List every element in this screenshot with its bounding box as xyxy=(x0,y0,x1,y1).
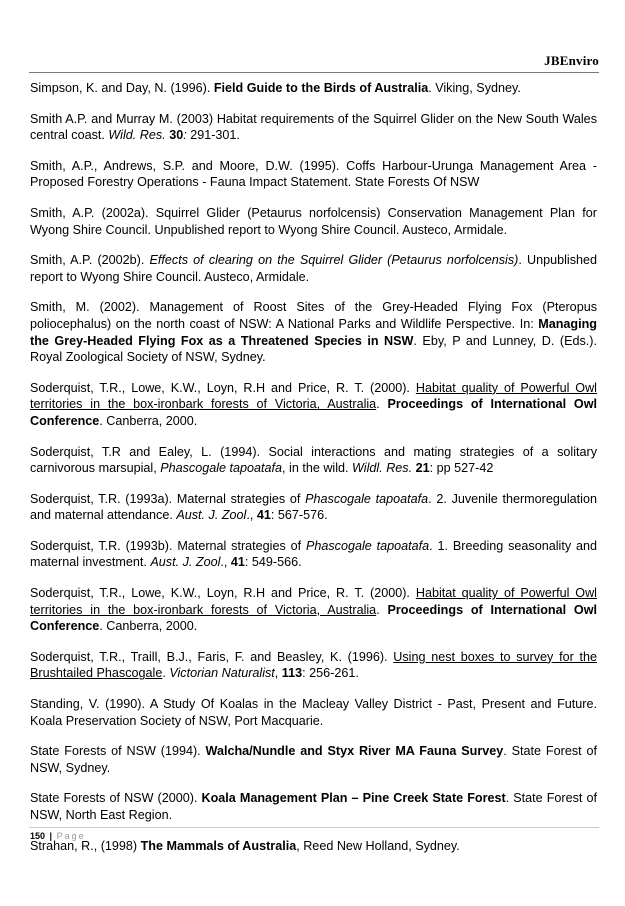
reference-text: The Mammals of Australia xyxy=(140,838,297,853)
reference-text: . Unpublished report to Wyong Shire Council. Austeco, Armidale. xyxy=(30,253,598,284)
reference-text: ., xyxy=(220,555,231,570)
reference-text: . Canberra, 2000. xyxy=(99,619,198,634)
reference-text: Phascogale tapoatafa xyxy=(305,538,430,553)
reference-text: : xyxy=(183,128,187,143)
page-label: Page xyxy=(56,831,86,841)
reference-text: Habitat quality of Powerful Owl territories in the box-ironbark forests of Victoria, Australia xyxy=(30,380,597,412)
reference-text: Walcha/Nundle and Styx River MA Fauna Survey xyxy=(205,744,504,759)
reference-text: Using nest boxes to survey for the Brushtailed Phascogale xyxy=(30,649,597,681)
reference-text: Smith, A.P. (2002a). Squirrel Glider (Petaurus norfolcensis) Conservation Management Plan for Wyong Shire Council. Unpublished report to Wyong Shire Council. Austeco, Armidale. xyxy=(30,205,597,237)
reference-text: Soderquist, T.R. (1993b). Maternal strategies of xyxy=(30,538,306,553)
reference-text: Proceedings of International Owl Conference xyxy=(30,397,597,428)
reference-entry xyxy=(30,299,597,365)
reference-text: 113 xyxy=(281,666,303,681)
reference-text: Aust. J. Zool xyxy=(150,555,221,570)
reference-text: State Forests of NSW (1994). xyxy=(30,744,206,759)
reference-text: Smith, M. (2002). Management of Roost Sites of the Grey-Headed Flying Fox (Pteropus poliocephalus) on the north coast of NSW: A National Parks and Wildlife Perspective. In: xyxy=(30,300,597,331)
header-brand: JBEnviro xyxy=(544,53,599,68)
reference-text: 30 xyxy=(169,128,184,143)
reference-text: . Canberra, 2000. xyxy=(99,413,198,428)
reference-text: Aust. J. Zool xyxy=(176,508,247,523)
reference-text: Proceedings of International Owl Conference xyxy=(30,602,597,634)
reference-text: Wild. Res. xyxy=(108,128,170,143)
reference-entry xyxy=(30,80,597,97)
reference-text: . xyxy=(376,397,388,412)
reference-text: Smith, A.P. (2002b). xyxy=(30,253,150,268)
reference-text: Phascogale tapoatafa xyxy=(305,491,429,506)
reference-entry xyxy=(30,743,597,776)
reference-text: Strahan, R., (1998) xyxy=(30,838,141,853)
reference-text: Field Guide to the Birds of Australia xyxy=(213,81,429,95)
reference-text: : 549-566. xyxy=(244,555,302,570)
reference-text: Standing, V. (1990). A Study Of Koalas in the Macleay Valley District - Past, Present and Future. Koala Preservation Society of NSW, Port Macquarie. xyxy=(30,697,597,728)
reference-entry xyxy=(30,444,597,477)
header-divider xyxy=(29,72,599,73)
reference-text: ., xyxy=(246,508,257,523)
reference-entry xyxy=(30,252,597,285)
reference-entry xyxy=(30,649,597,682)
reference-text: Habitat quality of Powerful Owl territories in the box-ironbark forests of Victoria, Australia xyxy=(30,586,597,617)
footer-separator: | xyxy=(49,831,53,841)
reference-text: Simpson, K. and Day, N. (1996). xyxy=(30,81,214,95)
reference-text: . 2. Juvenile thermoregulation and maternal attendance. xyxy=(30,491,597,523)
reference-text: . State Forest of NSW, North East Region. xyxy=(30,791,597,822)
reference-text: 291-301. xyxy=(186,128,240,143)
reference-text: 41 xyxy=(230,555,245,570)
reference-text: Soderquist, T.R. (1993a). Maternal strategies of xyxy=(30,491,306,506)
reference-text: Soderquist, T.R., Lowe, K.W., Loyn, R.H and Price, R. T. (2000). xyxy=(30,586,416,601)
page-number: 150 xyxy=(30,831,46,841)
reference-text: : 567-576. xyxy=(270,508,328,523)
reference-entry xyxy=(30,111,597,144)
footer-divider xyxy=(29,827,599,828)
reference-text: . 1. Breeding seasonality and maternal investment. xyxy=(30,538,597,570)
reference-text: Koala Management Plan – Pine Creek State Forest xyxy=(201,791,506,806)
page-footer xyxy=(30,830,86,842)
reference-text: Victorian Naturalist xyxy=(169,666,275,681)
reference-entry xyxy=(30,158,597,191)
reference-entry xyxy=(30,696,597,729)
reference-text: . Viking, Sydney. xyxy=(428,81,521,95)
reference-list xyxy=(30,80,597,868)
reference-text: Wildl. Res. xyxy=(352,461,413,476)
reference-text: . xyxy=(376,602,388,617)
reference-text: . Eby, P and Lunney, D. (Eds.). Royal Zoological Society of NSW, Sydney. xyxy=(30,333,597,365)
reference-text: Soderquist, T.R., Lowe, K.W., Loyn, R.H and Price, R. T. (2000). xyxy=(30,380,416,395)
reference-text: Smith, A.P., Andrews, S.P. and Moore, D.W. (1995). Coffs Harbour-Urunga Management Area - Proposed Forestry Operations - Fauna Impact Statement. State Forests Of NSW xyxy=(30,158,597,190)
reference-text: . State Forest of NSW, Sydney. xyxy=(30,744,597,775)
reference-text: , in the wild. xyxy=(282,461,353,476)
reference-text: Effects of clearing on the Squirrel Glider (Petaurus norfolcensis) xyxy=(149,253,519,268)
reference-text: Phascogale tapoatafa xyxy=(160,461,283,476)
reference-text: , Reed New Holland, Sydney. xyxy=(296,838,460,853)
reference-text: . xyxy=(162,666,170,681)
reference-entry xyxy=(30,838,597,855)
reference-entry xyxy=(30,790,597,823)
reference-text: Smith A.P. and Murray M. (2003) Habitat requirements of the Squirrel Glider on the New South Wales central coast. xyxy=(30,111,597,143)
reference-text: 21 xyxy=(415,461,430,476)
reference-text: Managing the Grey-Headed Flying Fox as a Threatened Species in NSW xyxy=(30,316,597,348)
reference-text: 41 xyxy=(256,508,271,523)
reference-text: , xyxy=(274,666,282,681)
reference-text: : pp 527-42 xyxy=(429,461,494,476)
reference-entry xyxy=(30,585,597,635)
reference-text: State Forests of NSW (2000). xyxy=(30,791,202,806)
reference-text: : 256-261. xyxy=(302,666,359,681)
reference-entry xyxy=(30,491,597,524)
reference-text: Soderquist, T.R and Ealey, L. (1994). Social interactions and mating strategies of a solitary carnivorous marsupial, xyxy=(30,444,597,476)
reference-text: Soderquist, T.R., Traill, B.J., Faris, F. and Beasley, K. (1996). xyxy=(30,649,394,664)
reference-entry xyxy=(30,380,597,430)
reference-entry xyxy=(30,538,597,571)
reference-entry xyxy=(30,205,597,238)
